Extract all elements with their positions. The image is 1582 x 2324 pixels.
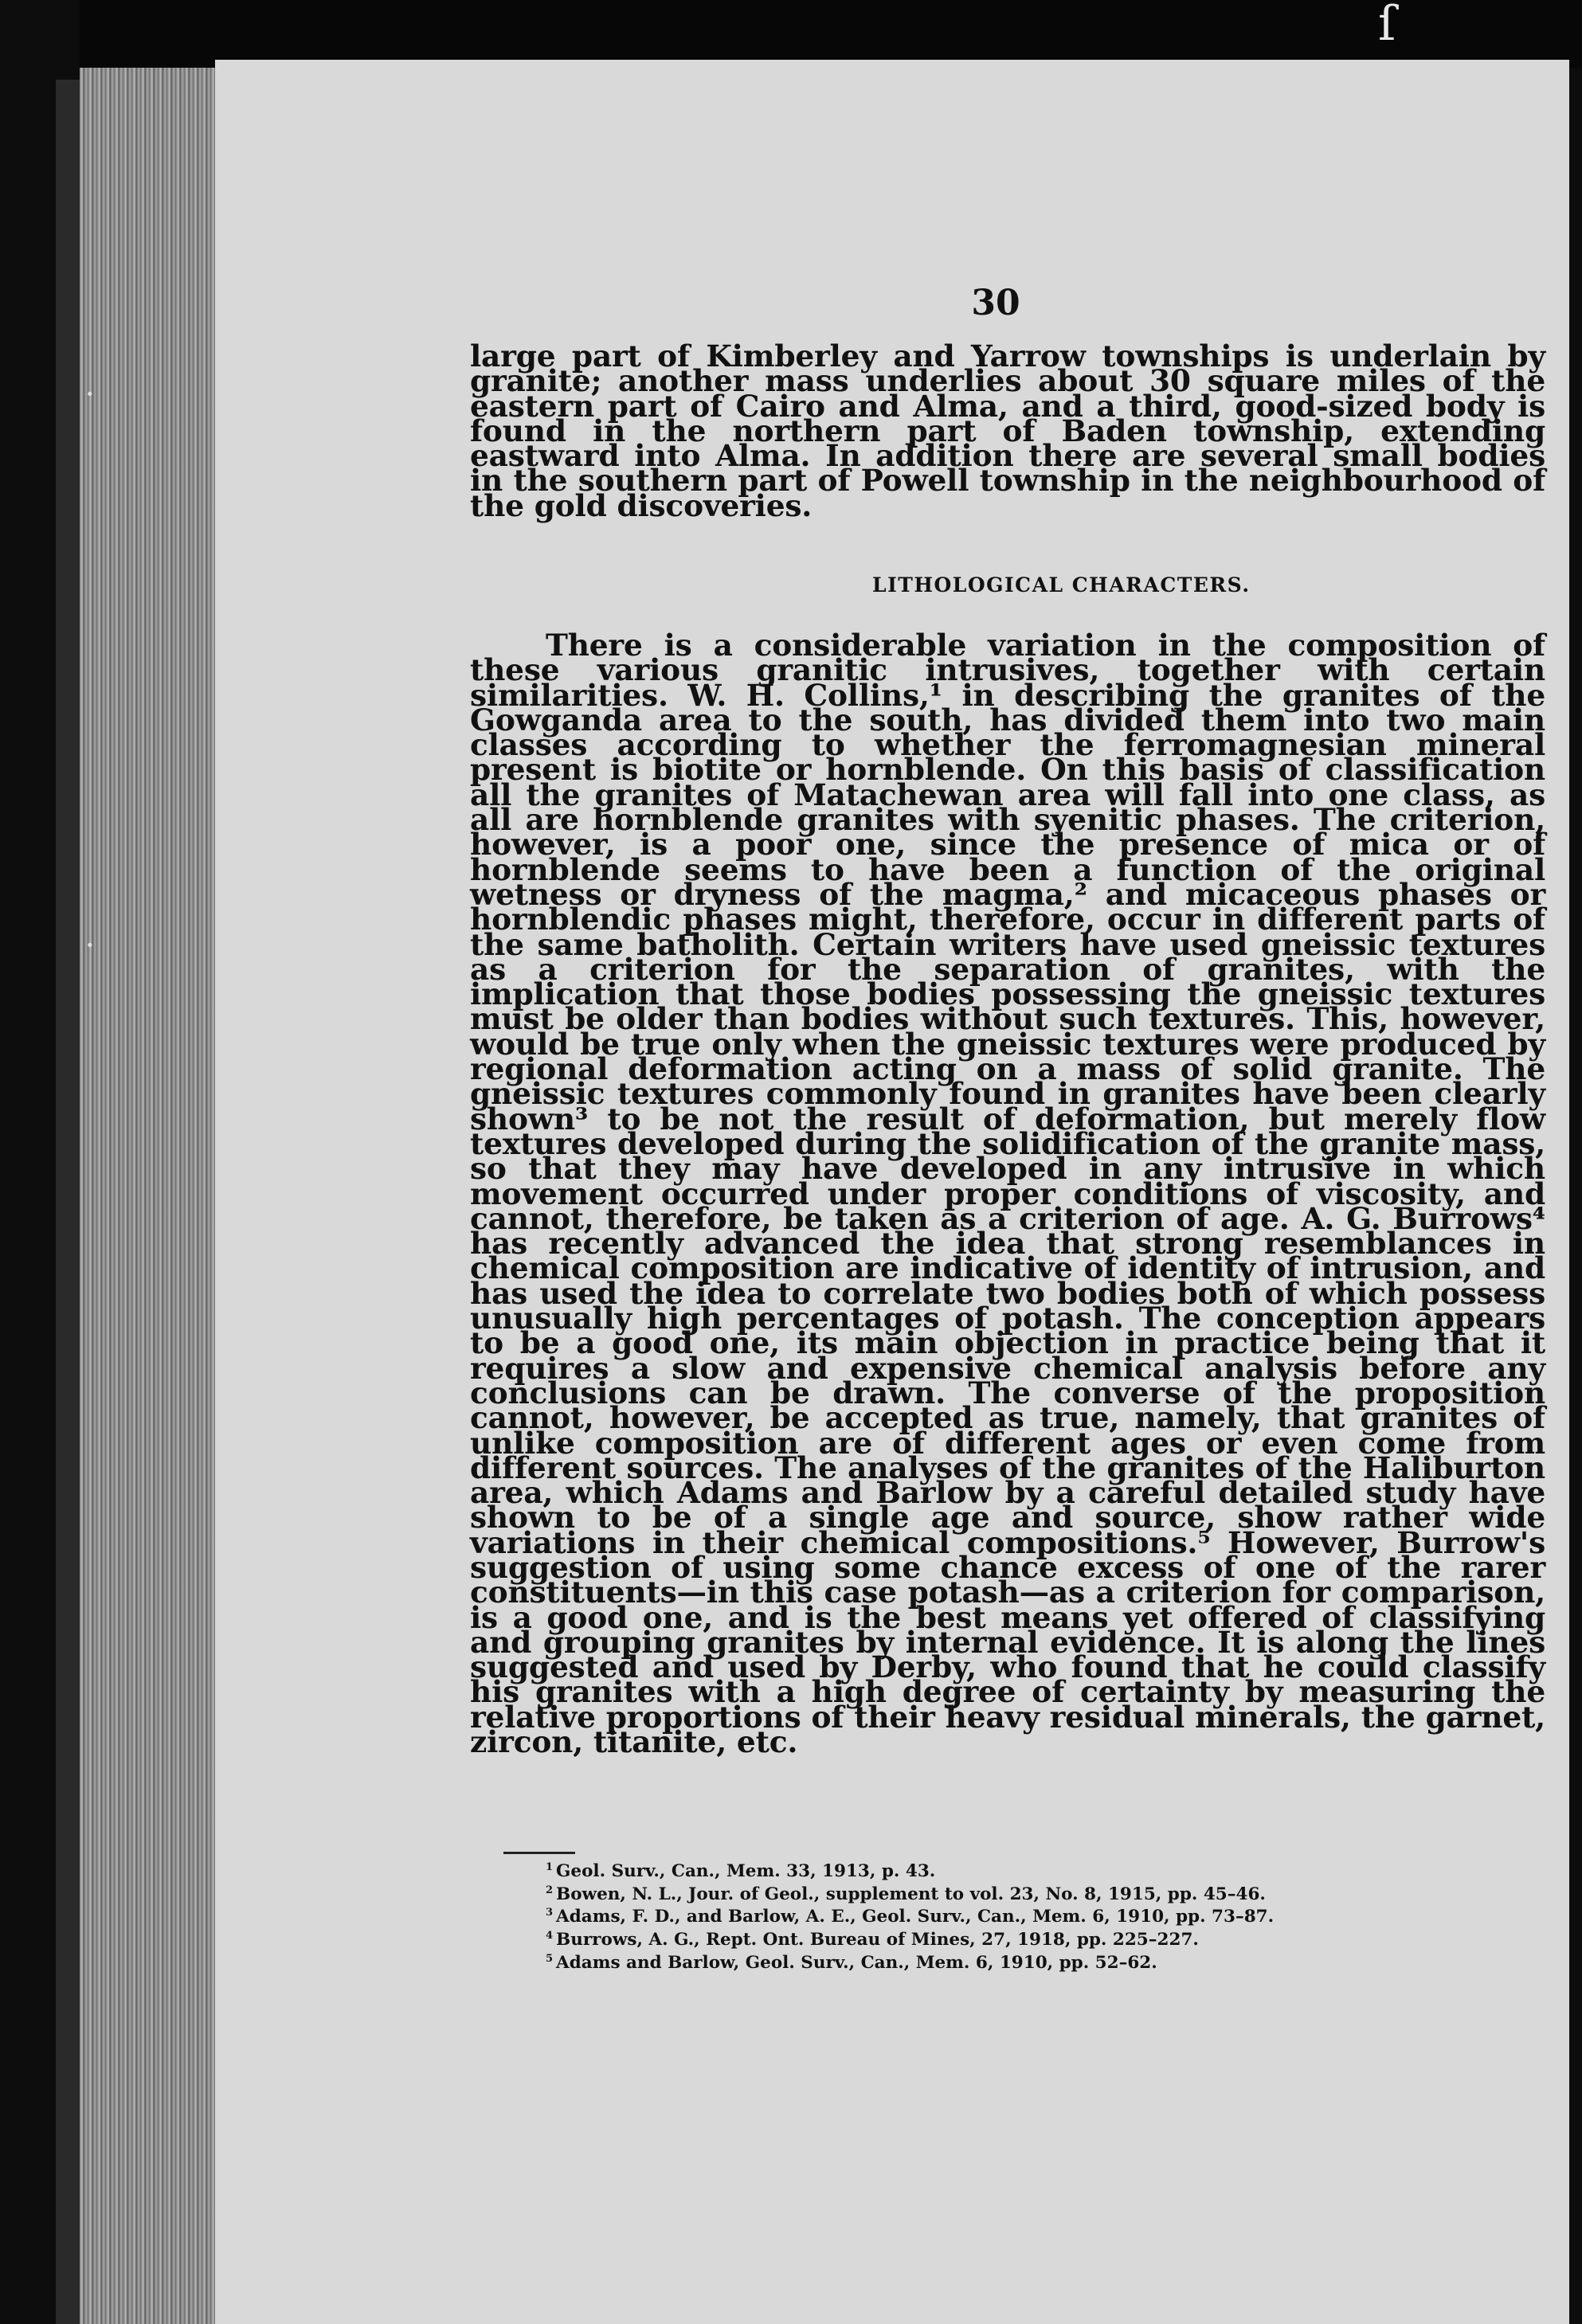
paragraph-main: There is a considerable variation in the composition of these various granitic intrusives, together with certain similarities. W. H. Collins,¹ in describing the granites of the Gowganda area to the south, has divided them into two main classes according to whether the ferromagnesian mineral present is biotite or hornblende. On this basis of classification all the granites of Matachewan area will fall into one class, as all are hornblende granites with syenitic phases. The criterion, however, is a poor one, since the presence of mica or of hornblende seems to have been a function of the original wetness or dryness of the magma,² and micaceous phases or hornblendic phases might, therefore, occur in different parts of the same batholith. Certain writers have used gneissic textures as a criterion for the separation of granites, with the implication that those bodies possessing the gneissic textures must be older than bodies without such textures. This, however, would be true only when the gneissic textures were produced by regional deformation acting on a mass of solid granite. The gneissic textures commonly found in granites have been clearly shown³ to be not the result of deformation, but merely flow textures developed during the solidification of the granite mass, so that they may have developed in any intrusive in which movement occurred under proper conditions of viscosity, and cannot, therefore, be taken as a criterion of age. A. G. Burrows⁴ has recently advanced the idea that strong resemblances in chemical composition are indicative of identity of intrusion, and has used the idea to correlate two bodies both of which possess unusually high percentages of potash. The conception appears to be a good one, its main objection in practice being that it requires a slow and expensive chemical analysis before any conclusions can be drawn. The converse of the proposition cannot, however, be accepted as true, namely, that granites of unlike composition are of different ages or even come from different sources. The analyses of the granites of the Haliburton area, which Adams and Barlow by a careful detailed study have shown to be of a single age and source, show rather wide variations in their chemical compositions.⁵ However, Burrow's suggestion of using some chance excess of one of the rarer constituents—in this case potash—as a criterion for comparison, is a good one, and is the best means yet offered of classifying and grouping granites by internal evidence. It is along the lines suggested and used by Derby, who found that he could classify his granites with a high degree of certainty by measuring the relative proportions of their heavy residual minerals, the garnet, zircon, titanite, etc. xyxy=(470,628,1545,1760)
footnote-mark: 5 xyxy=(546,1952,554,1965)
footnote-text: Geol. Surv., Can., Mem. 33, 1913, p. 43. xyxy=(556,1861,936,1882)
footnote-5 xyxy=(546,1950,1502,1973)
footnote-text: Adams, F. D., and Barlow, A. E., Geol. Surv., Can., Mem. 6, 1910, pp. 73–87. xyxy=(556,1907,1275,1927)
footnote-3 xyxy=(546,1903,1502,1927)
margin-mark: · xyxy=(86,932,94,958)
footnote-4 xyxy=(546,1927,1502,1950)
margin-mark: · xyxy=(86,381,94,407)
page-number: 30 xyxy=(971,283,1020,323)
footnote-divider xyxy=(503,1852,575,1854)
footnote-text: Bowen, N. L., Jour. of Geol., supplement to vol. 23, No. 8, 1915, pp. 45–46. xyxy=(556,1884,1266,1904)
scan-top-border xyxy=(80,0,1582,68)
footnote-mark: 4 xyxy=(546,1929,554,1942)
footnote-mark: 1 xyxy=(546,1861,554,1873)
page-stack-edge xyxy=(80,68,215,2324)
footnote-text: Burrows, A. G., Rept. Ont. Bureau of Mines, 27, 1918, pp. 225–227. xyxy=(556,1930,1199,1950)
footnotes xyxy=(546,1858,1502,1972)
scan-corner-mark: ſ xyxy=(1378,0,1396,52)
footnote-text: Adams and Barlow, Geol. Surv., Can., Mem. 6, 1910, pp. 52–62. xyxy=(556,1952,1157,1973)
footnote-mark: 3 xyxy=(546,1907,554,1919)
footnote-1 xyxy=(546,1858,1502,1881)
footnote-2 xyxy=(546,1881,1502,1904)
section-heading: LITHOLOGICAL CHARACTERS. xyxy=(872,573,1251,597)
paragraph-intro: large part of Kimberley and Yarrow townships is underlain by granite; another mass underlies about 30 square miles of the eastern part of Cairo and Alma, and a third, good-sized body is found in the northern part of Baden township, extending eastward into Alma. In addition there are several small bodies in the southern part of Powell township in the neighbourhood of the gold discoveries. xyxy=(470,338,1545,523)
footnote-mark: 2 xyxy=(546,1884,554,1896)
